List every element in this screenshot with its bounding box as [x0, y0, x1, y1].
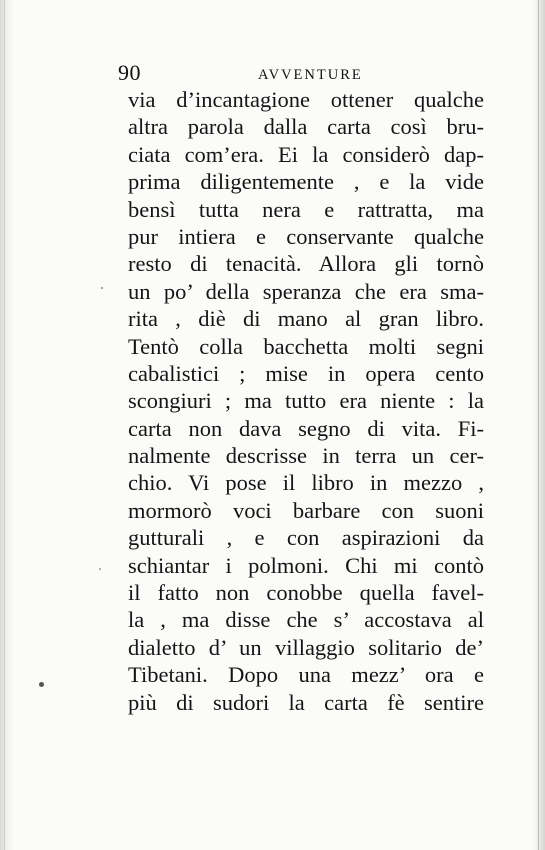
text-line: prima diligentemente , e la vide: [128, 169, 484, 195]
running-head: AVVENTURE: [258, 67, 363, 83]
right-page-edge-line: [538, 0, 539, 850]
text-line: bensì tutta nera e rattratta, ma: [128, 196, 484, 222]
text-line: dialetto d’ un villaggio solitario de’: [128, 634, 484, 660]
text-line: la , ma disse che s’ accostava al: [128, 607, 484, 633]
text-line: nalmente descrisse in terra un cer-: [128, 443, 484, 469]
text-line: ciata com’era. Ei la considerò dap-: [128, 141, 484, 167]
text-line: via d’incantagione ottener qualche: [128, 87, 484, 112]
left-page-edge-line: [4, 0, 5, 850]
page-number: 90: [118, 60, 141, 85]
body-text: [128, 86, 484, 716]
ink-speck: [39, 682, 44, 687]
right-page-edge-shadow: [533, 0, 545, 850]
ink-speck: [101, 287, 103, 289]
text-line: più di sudori la carta fè sentire: [128, 689, 484, 715]
text-line: un po’ della speranza che era sma-: [128, 278, 484, 304]
text-line: scongiuri ; ma tutto era niente : la: [128, 388, 484, 414]
text-line: altra parola dalla carta così bru-: [128, 114, 484, 140]
text-line: chio. Vi pose il libro in mezzo ,: [128, 470, 484, 496]
text-line: pur intiera e conservante qualche: [128, 223, 484, 249]
text-line: il fatto non conobbe quella favel-: [128, 580, 484, 606]
text-line: carta non dava segno di vita. Fi-: [128, 415, 484, 441]
text-line: Tentò colla bacchetta molti segni: [128, 333, 484, 359]
text-line: mormorò voci barbare con suoni: [128, 497, 484, 523]
text-line: rita , diè di mano al gran libro.: [128, 306, 484, 332]
left-page-edge-shadow: [0, 0, 14, 850]
text-line: Tibetani. Dopo una mezz’ ora e: [128, 662, 484, 688]
ink-speck: [99, 568, 101, 570]
text-line: cabalistici ; mise in opera cento: [128, 360, 484, 386]
text-line: gutturali , e con aspirazioni da: [128, 525, 484, 551]
text-line: resto di tenacità. Allora gli tornò: [128, 251, 484, 277]
text-line: schiantar i polmoni. Chi mi contò: [128, 552, 484, 578]
